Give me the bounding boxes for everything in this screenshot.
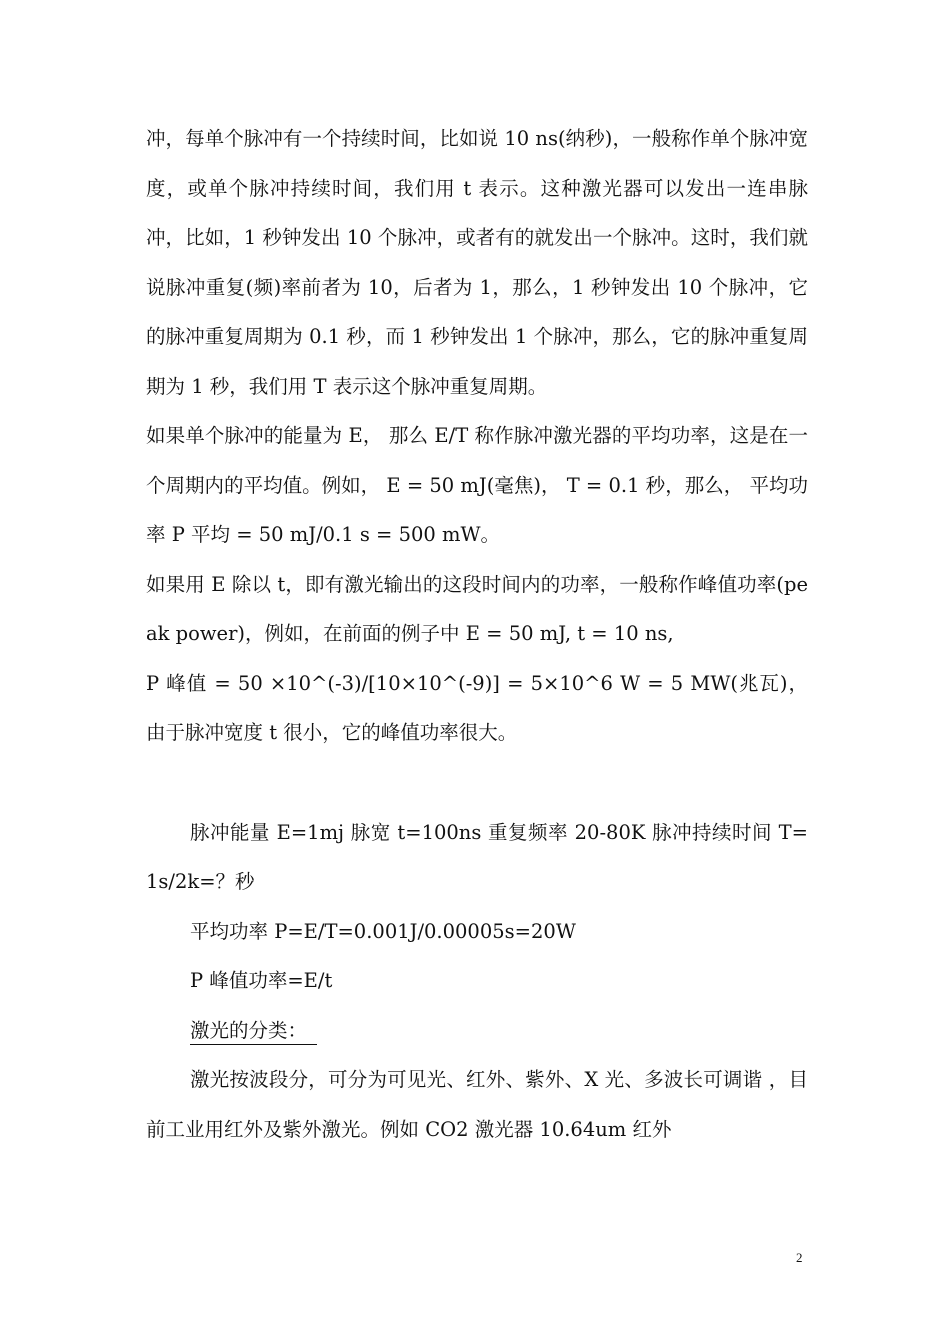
section-heading: 激光的分类： (190, 1018, 317, 1045)
example-peak-power: P 峰值功率=E/t (190, 969, 333, 992)
paragraph-laser-classification: 激光按波段分，可分为可见光、红外、紫外、X 光、多波长可调谐 ，目前工业用红外及紫外激光。例如 CO2 激光器 10.64um 红外 (146, 1068, 808, 1141)
document-body (146, 114, 808, 1154)
example-average-power: 平均功率 P=E/T=0.001J/0.00005s=20W (190, 919, 576, 943)
section-heading-line (146, 1006, 808, 1056)
page-number: 2 (796, 1250, 803, 1265)
paragraph-average-power: 如果单个脉冲的能量为 E， 那么 E/T 称作脉冲激光器的平均功率，这是在一个周期内的平均值。例如， E = 50 mJ(毫焦)， T = 0.1 秒，那么， 平均功率 P 平均 = 50 mJ/0.1 s = 500 mW。 (146, 424, 808, 546)
paragraph-peak-power-formula: P 峰值 = 50 ×10^(-3)/[10×10^(-9)] = 5×10^6 W = 5 MW(兆瓦)，由于脉冲宽度 t 很小，它的峰值功率很大。 (146, 671, 808, 744)
paragraph-peak-power: 如果用 E 除以 t，即有激光输出的这段时间内的功率，一般称作峰值功率(peak power)，例如，在前面的例子中 E = 50 mJ, t = 10 ns, (146, 572, 808, 645)
example-pulse-parameters: 脉冲能量 E=1mj 脉宽 t=100ns 重复频率 20-80K 脉冲持续时间 T=1s/2k=？秒 (146, 820, 808, 893)
blank-line (146, 758, 808, 808)
paragraph-pulse-duration: 冲，每单个脉冲有一个持续时间，比如说 10 ns(纳秒)，一般称作单个脉冲宽度，或单个脉冲持续时间，我们用 t 表示。这种激光器可以发出一连串脉冲，比如，1 秒钟发出 10 个脉冲，或者有的就发出一个脉冲。这时，我们就说脉冲重复(频)率前者为 10，后者为 1，那么，1 秒钟发出 10 个脉冲，它的脉冲重复周期为 0.1 秒，而 1 秒钟发出 1 个脉冲，那么，它的脉冲重复周期为 1 秒，我们用 T 表示这个脉冲重复周期。 (146, 127, 808, 398)
